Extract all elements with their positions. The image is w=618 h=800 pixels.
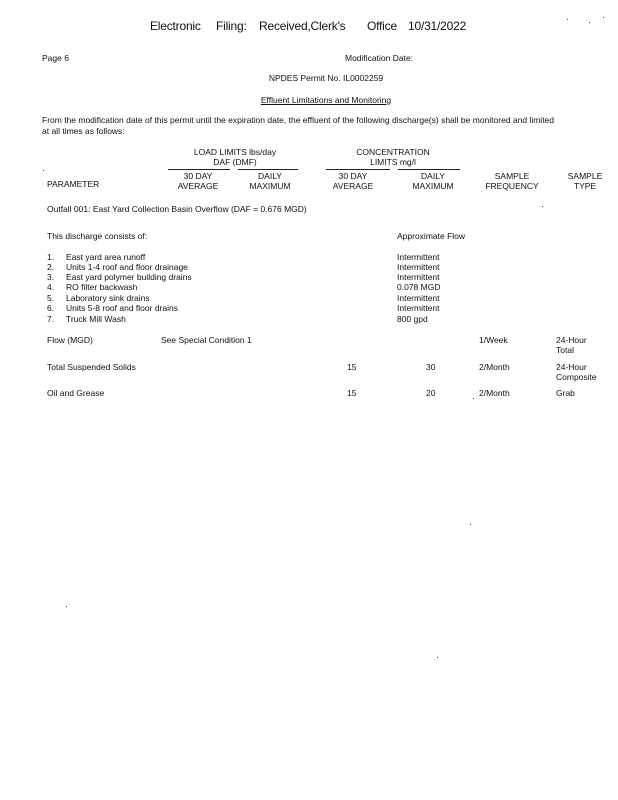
scan-speck (542, 206, 543, 207)
col-load-avg-a: 30 DAY (183, 171, 213, 181)
banner-word-filing: Filing: (216, 19, 247, 33)
intro-line-1: From the modification date of this permit until the expiration date, the effluent of the following discharge(s) shall be monitored and limited (42, 115, 555, 125)
list-item: 4. RO filter backwash (47, 282, 138, 292)
param-type-line1: 24-Hour (556, 335, 587, 345)
approximate-flow-heading: Approximate Flow (397, 231, 466, 241)
param-conc-max: 30 (426, 362, 436, 372)
col-parameter: PARAMETER (47, 179, 100, 189)
rule-conc-max (398, 169, 460, 170)
list-item-flow: 0.078 MGD (397, 282, 441, 292)
scan-speck (473, 398, 474, 399)
param-type-line1: Grab (556, 388, 575, 398)
banner-word-electronic: Electronic (150, 19, 201, 33)
list-item-flow: Intermittent (397, 262, 440, 272)
param-frequency: 2/Month (479, 388, 510, 398)
col-conc-avg-a: 30 DAY (338, 171, 368, 181)
list-item-flow: Intermittent (397, 272, 440, 282)
list-item: 3. East yard polymer building drains (47, 272, 192, 282)
col-load-max-a: DAILY (258, 171, 282, 181)
scan-speck (437, 657, 438, 658)
list-item-flow: 800 gpd (397, 314, 428, 324)
list-item-flow: Intermittent (397, 293, 440, 303)
col-freq-b: FREQUENCY (485, 181, 539, 191)
scan-speck (470, 524, 471, 525)
list-item: 1. East yard area runoff (47, 252, 146, 262)
col-load-max-b: MAXIMUM (249, 181, 291, 191)
col-type-a: SAMPLE (567, 171, 603, 181)
param-type-line2: Composite (556, 372, 597, 382)
daf-heading: DAF (DMF) (213, 157, 257, 167)
scan-speck (603, 17, 604, 18)
param-conc-avg: 15 (347, 362, 357, 372)
page-number: Page 6 (42, 53, 69, 63)
rule-load-avg (168, 169, 230, 170)
banner-date: 10/31/2022 (408, 19, 467, 33)
list-item: 2. Units 1-4 roof and floor drainage (47, 262, 188, 272)
param-name: Total Suspended Solids (47, 362, 136, 372)
scan-speck (567, 19, 568, 20)
param-name: Flow (MGD) (47, 335, 93, 345)
param-type-line2: Total (556, 345, 574, 355)
scan-speck (589, 22, 590, 23)
col-freq-a: SAMPLE (494, 171, 530, 181)
rule-load-max (238, 169, 298, 170)
param-name: Oil and Grease (47, 388, 105, 398)
list-item-flow: Intermittent (397, 303, 440, 313)
param-conc-max: 20 (426, 388, 436, 398)
section-title: Effluent Limitations and Monitoring (260, 95, 392, 105)
scan-speck (66, 606, 67, 607)
col-type-b: TYPE (573, 181, 597, 191)
list-item: 6. Units 5-8 roof and floor drains (47, 303, 178, 313)
outfall-title: Outfall 001: East Yard Collection Basin Overflow (DAF = 0.676 MGD) (47, 204, 307, 214)
load-limits-heading: LOAD LIMITS lbs/day (193, 147, 277, 157)
param-note: See Special Condition 1 (161, 335, 252, 345)
modification-date-label: Modification Date: (345, 53, 414, 63)
banner-word-received: Received,Clerk's (259, 19, 346, 33)
concentration-heading: CONCENTRATION (356, 147, 430, 157)
rule-conc-avg (326, 169, 390, 170)
banner-word-office: Office (367, 19, 397, 33)
col-load-avg-b: AVERAGE (177, 181, 219, 191)
limits-mgl-heading: LIMITS mg/l (370, 157, 416, 167)
discharge-intro: This discharge consists of: (47, 231, 148, 241)
intro-line-2: at all times as follows: (42, 126, 125, 136)
col-conc-max-b: MAXIMUM (412, 181, 454, 191)
permit-number: NPDES Permit No. IL0002259 (268, 73, 384, 83)
list-item-flow: Intermittent (397, 252, 440, 262)
list-item: 5. Laboratory sink drains (47, 293, 150, 303)
param-frequency: 2/Month (479, 362, 510, 372)
list-item: 7. Truck Mill Wash (47, 314, 126, 324)
col-conc-max-a: DAILY (421, 171, 445, 181)
scan-speck (43, 170, 44, 171)
param-conc-avg: 15 (347, 388, 357, 398)
param-type-line1: 24-Hour (556, 362, 587, 372)
param-frequency: 1/Week (479, 335, 508, 345)
col-conc-avg-b: AVERAGE (332, 181, 374, 191)
